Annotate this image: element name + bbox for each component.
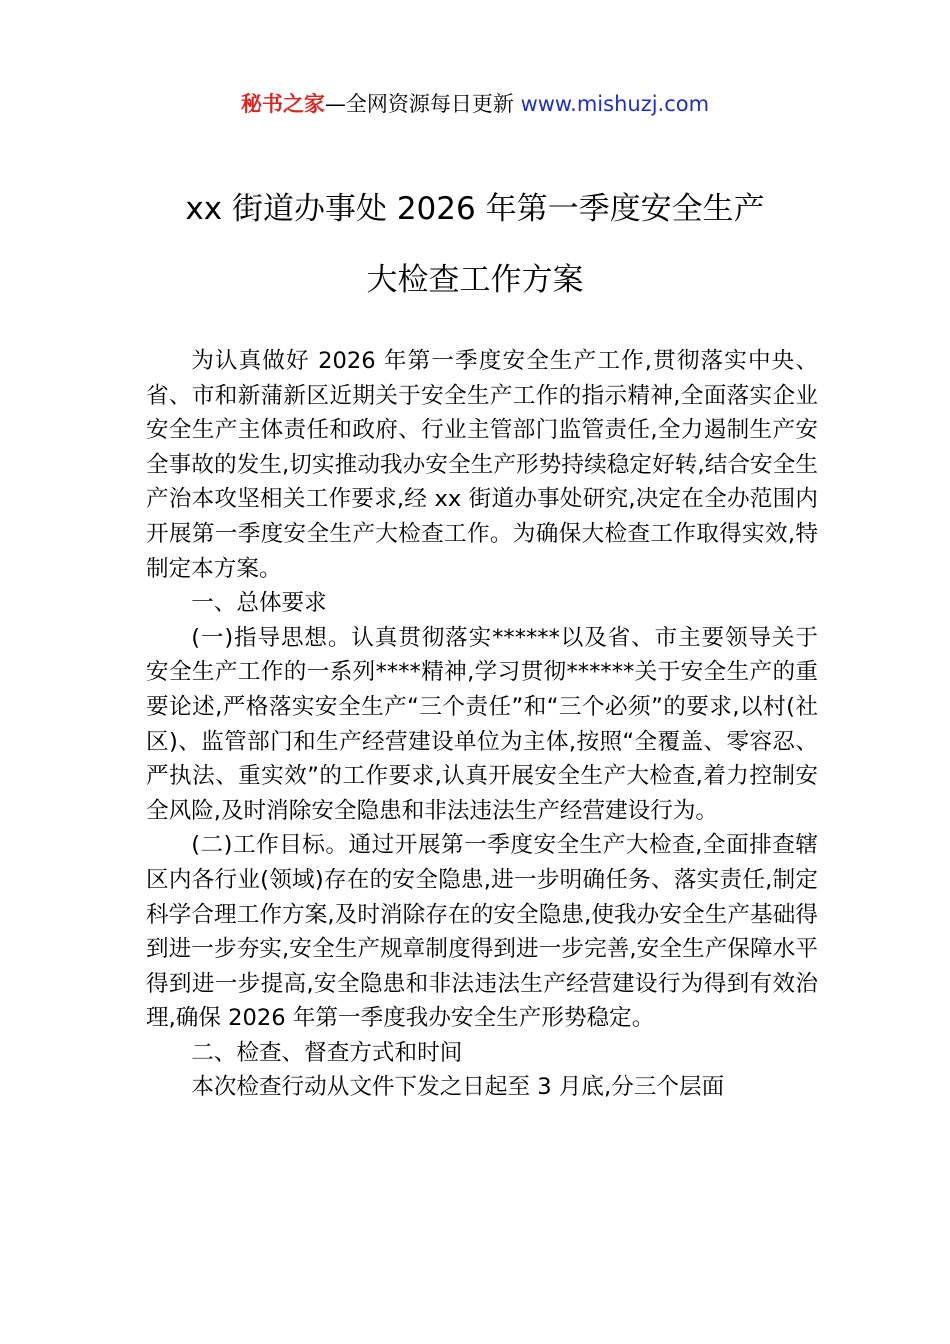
work-objectives-paragraph: (二)工作目标。通过开展第一季度安全生产大检查,全面排查辖区内各行业(领域)存在的安全隐患,进一步明确任务、落实责任,制定科学合理工作方案,及时消除存在的安全隐患,使我办安全生产基础得到进一步夯实,安全生产规章制度得到进一步完善,安全生产保障水平得到进一步提高,安全隐患和非法违法生产经营建设行为得到有效治理,确保 2026 年第一季度我办安全生产形势稳定。 [146, 832, 818, 1032]
site-header [0, 86, 950, 122]
brand-name: 秘书之家 [240, 92, 325, 116]
document-title-line-2: 大检查工作方案 [366, 262, 584, 298]
site-url-link[interactable]: www.mishuzj.com [520, 92, 710, 116]
document-title-line-1: xx 街道办事处 2026 年第一季度安全生产 [185, 191, 765, 227]
guiding-ideology-paragraph: (一)指导思想。认真贯彻落实******以及省、市主要领导关于安全生产工作的一系列****精神,学习贯彻******关于安全生产的重要论述,严格落实安全生产“三个责任”和“三个必须”的要求,以村(社区)、监管部门和生产经营建设单位为主体,按照“全覆盖、零容忍、严执法、重实效”的工作要求,认真开展安全生产大检查,着力控制安全风险,及时消除安全隐患和非法违法生产经营建设行为。 [146, 624, 818, 824]
header-tagline: —全网资源每日更新 [324, 92, 521, 116]
intro-paragraph: 为认真做好 2026 年第一季度安全生产工作,贯彻落实中央、省、市和新蒲新区近期关于安全生产工作的指示精神,全面落实企业安全生产主体责任和政府、行业主管部门监管责任,全力遏制生产安全事故的发生,切实推动我办安全生产形势持续稳定好转,结合安全生产治本攻坚相关工作要求,经 xx 街道办事处研究,决定在全办范围内开展第一季度安全生产大检查工作。为确保大检查工作取得实效,特制定本方案。 [146, 348, 818, 582]
inspection-schedule-paragraph: 本次检查行动从文件下发之日起至 3 月底,分三个层面 [191, 1074, 725, 1101]
section-heading-general-requirements: 一、总体要求 [191, 590, 327, 617]
section-heading-inspection-methods: 二、检查、督查方式和时间 [191, 1039, 463, 1066]
document-body [146, 344, 818, 1105]
